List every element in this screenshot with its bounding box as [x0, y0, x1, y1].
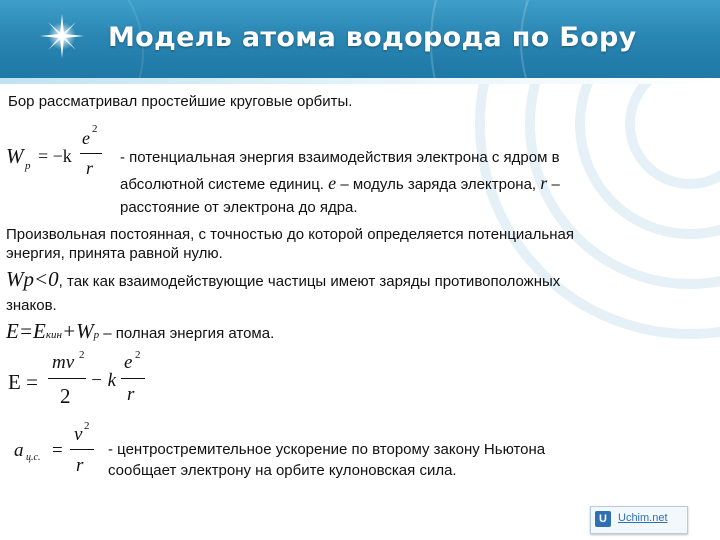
fraction-bar — [121, 378, 145, 379]
potential-desc-text: абсолютной системе единиц. — [120, 176, 324, 193]
total-energy-math: +W — [61, 319, 94, 343]
formula-numerator: e — [82, 128, 90, 148]
fraction-bar — [48, 378, 86, 379]
energy-minus-k: − k — [90, 370, 117, 391]
site-logo-icon: U — [595, 511, 611, 527]
page-title: Модель атома водорода по Бору — [108, 22, 637, 53]
potential-desc-text: – модуль заряда электрона, — [340, 176, 537, 193]
energy-num1: mv — [52, 352, 75, 373]
accel-num: v — [74, 424, 83, 445]
total-energy-math: E=E — [6, 319, 46, 343]
total-energy-sub: p — [93, 329, 100, 341]
header-band — [0, 0, 720, 78]
site-logo-text: Uchim.net — [618, 512, 668, 524]
formula-lhs: W — [6, 144, 24, 168]
accel-num-sup: 2 — [84, 420, 90, 432]
total-energy-text: – полная энергия атома. — [99, 325, 275, 342]
energy-num1-sup: 2 — [79, 349, 85, 361]
potential-desc-text: – — [551, 176, 560, 193]
energy-num2-sup: 2 — [135, 349, 141, 361]
formula-lhs-sub: p — [25, 160, 31, 172]
formula-eq: = −k — [38, 146, 72, 166]
symbol-r: r — [540, 173, 548, 193]
site-logo-link[interactable] — [590, 506, 688, 534]
potential-desc-line2 — [120, 174, 560, 194]
constant-line2: энергия, принята равной нулю. — [6, 245, 223, 262]
acceleration-desc-line1: - центростремительное ускорение по второму закону Ньютона — [108, 441, 546, 458]
fraction-bar — [70, 449, 94, 450]
intro-text: Бор рассматривал простейшие круговые орбиты. — [8, 93, 353, 110]
acceleration-desc-line2: сообщает электрону на орбите кулоновская сила. — [108, 462, 457, 479]
accel-eq: = — [52, 440, 63, 461]
total-energy-line — [6, 319, 275, 345]
sparkle-icon — [40, 14, 84, 58]
wp-negative-math: Wp<0 — [6, 267, 59, 291]
potential-desc-line1: - потенциальная энергия взаимодействия электрона с ядром в — [120, 149, 560, 166]
negative-energy-line2: знаков. — [6, 297, 57, 314]
energy-den2: r — [127, 384, 135, 405]
accel-den: r — [76, 455, 84, 476]
accel-lhs: a — [14, 440, 24, 461]
negative-energy-line1 — [6, 267, 561, 291]
energy-lhs: E = — [8, 370, 38, 394]
fraction-bar — [80, 153, 102, 154]
total-energy-sub: кин — [45, 329, 62, 341]
energy-den1: 2 — [60, 384, 71, 408]
formula-numerator-sup: 2 — [92, 123, 98, 135]
constant-line1: Произвольная постоянная, с точностью до которой определяется потенциальная — [6, 226, 574, 243]
energy-num2: e — [124, 352, 133, 373]
formula-denominator: r — [86, 158, 94, 178]
symbol-e: e — [328, 173, 337, 193]
accel-lhs-sub: ц.с. — [26, 452, 41, 463]
potential-desc-line3: расстояние от электрона до ядра. — [120, 199, 358, 216]
negative-energy-text: , так как взаимодействующие частицы имеют заряды противоположных — [58, 273, 561, 290]
